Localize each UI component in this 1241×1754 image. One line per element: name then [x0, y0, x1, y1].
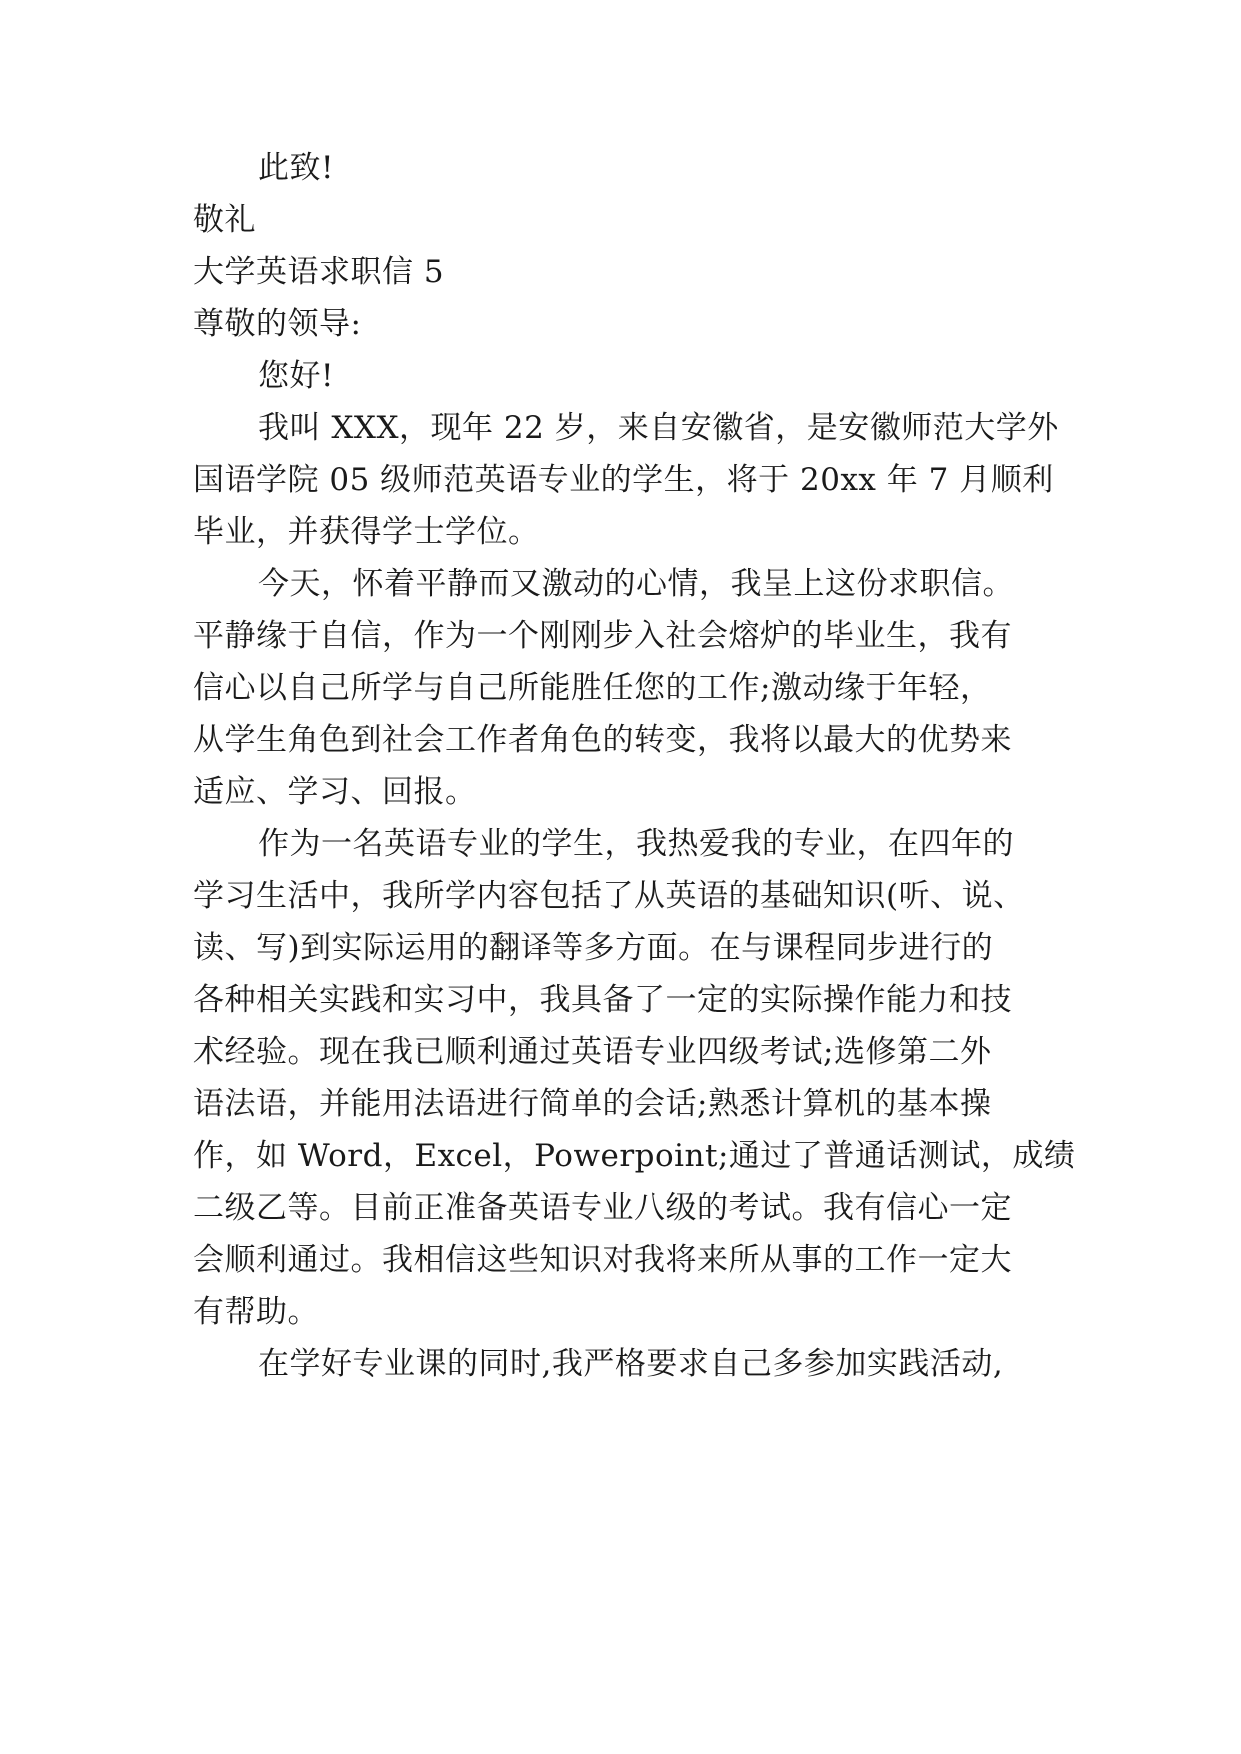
paragraph-line: 有帮助。: [193, 1294, 319, 1330]
paragraph-line: 信心以自己所学与自己所能胜任您的工作;激动缘于年轻，: [193, 670, 992, 706]
paragraph-line: 平静缘于自信，作为一个刚刚步入社会熔炉的毕业生，我有: [193, 618, 1012, 654]
paragraph-line: 在学好专业课的同时,我严格要求自己多参加实践活动,: [258, 1346, 1004, 1382]
paragraph-line: 学习生活中，我所学内容包括了从英语的基础知识(听、说、: [193, 878, 1025, 914]
paragraph-line: 作为一名英语专业的学生，我热爱我的专业，在四年的: [258, 826, 1014, 862]
paragraph-line: 二级乙等。目前正准备英语专业八级的考试。我有信心一定: [193, 1190, 1012, 1226]
letter-heading: 大学英语求职信 5: [193, 254, 445, 290]
salutation-line: 尊敬的领导:: [193, 306, 362, 342]
paragraph-line: 读、写)到实际运用的翻译等多方面。在与课程同步进行的: [193, 930, 994, 966]
paragraph-line: 国语学院 05 级师范英语专业的学生，将于 20xx 年 7 月顺利: [193, 462, 1054, 498]
paragraph-line: 各种相关实践和实习中，我具备了一定的实际操作能力和技: [193, 982, 1012, 1018]
paragraph-line: 毕业，并获得学士学位。: [193, 514, 540, 550]
greeting-line: 您好!: [258, 358, 334, 394]
regards-line: 敬礼: [193, 202, 256, 238]
paragraph-line: 作，如 Word，Excel，Powerpoint;通过了普通话测试，成绩: [193, 1138, 1076, 1174]
paragraph-line: 适应、学习、回报。: [193, 774, 477, 810]
paragraph-line: 会顺利通过。我相信这些知识对我将来所从事的工作一定大: [193, 1242, 1012, 1278]
paragraph-line: 语法语，并能用法语进行简单的会话;熟悉计算机的基本操: [193, 1086, 992, 1122]
paragraph-line: 我叫 XXX，现年 22 岁，来自安徽省，是安徽师范大学外: [258, 410, 1059, 446]
paragraph-line: 从学生角色到社会工作者角色的转变，我将以最大的优势来: [193, 722, 1012, 758]
paragraph-line: 术经验。现在我已顺利通过英语专业四级考试;选修第二外: [193, 1034, 992, 1070]
closing-line: 此致!: [258, 150, 334, 186]
paragraph-line: 今天，怀着平静而又激动的心情，我呈上这份求职信。: [258, 566, 1014, 602]
